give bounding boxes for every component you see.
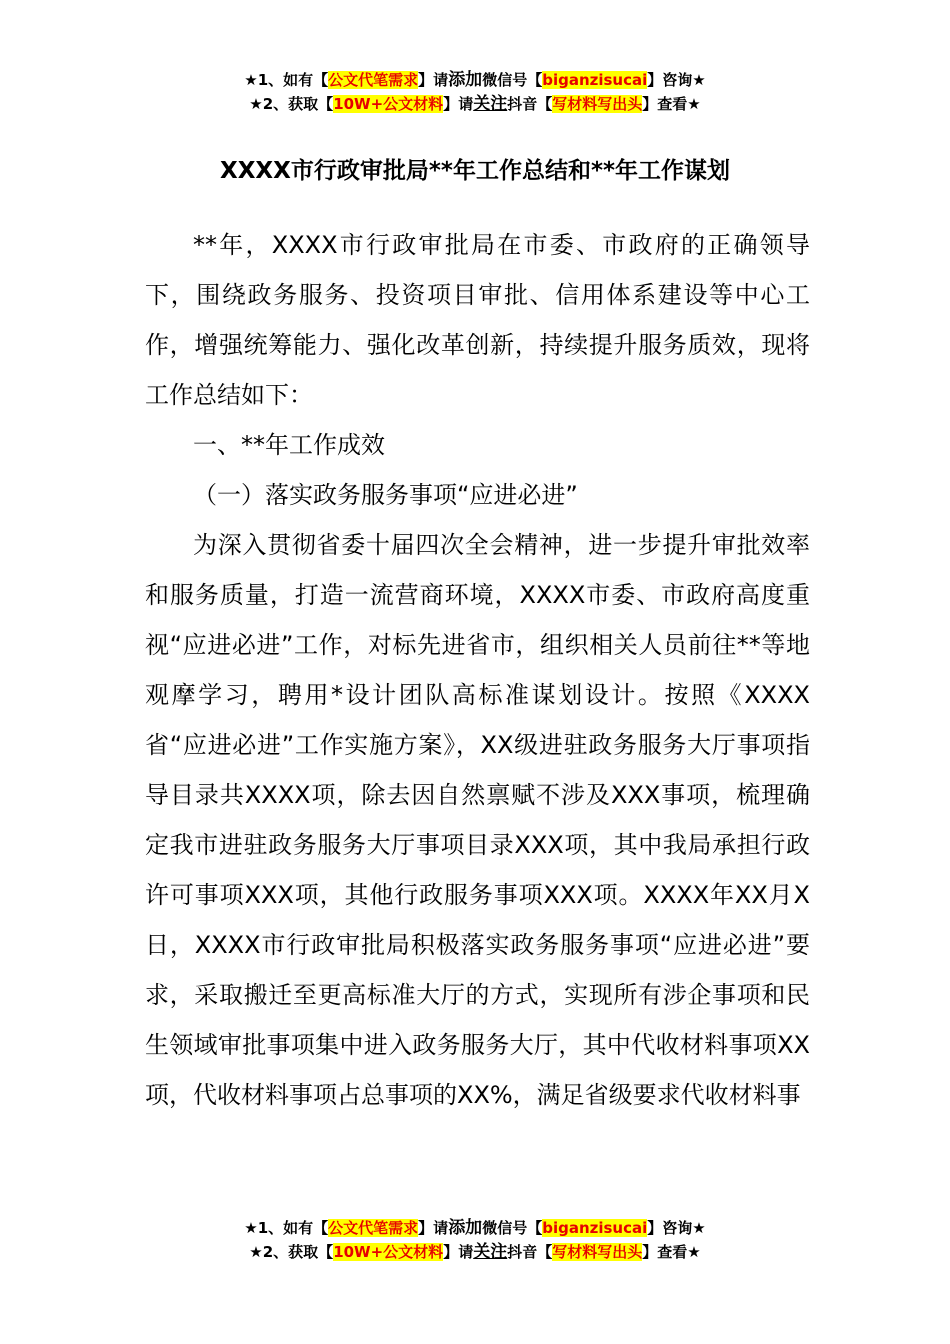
banner-text: 】请 xyxy=(443,95,474,113)
header-banner xyxy=(0,68,950,116)
banner-text: 抖音【 xyxy=(507,95,553,113)
heading-level-1: 一、**年工作成效 xyxy=(193,431,385,459)
banner-highlight: 10W+公文材料 xyxy=(333,95,444,113)
banner-text: 微信号【 xyxy=(482,1219,543,1237)
banner-text: ★2、获取【 xyxy=(249,1243,334,1261)
banner-emphasis: 关注 xyxy=(473,1242,508,1262)
banner-line-2 xyxy=(0,92,950,116)
banner-highlight: 写材料写出头 xyxy=(552,95,643,113)
banner-text: ★1、如有【 xyxy=(244,71,329,89)
paragraph-intro: **年，XXXX市行政审批局在市委、市政府的正确领导下，围绕政务服务、投资项目审批、信用体系建设等中心工作，增强统筹能力、强化改革创新，持续提升服务质效，现将工作总结如下： xyxy=(145,231,810,409)
document-title: XXXX市行政审批局**年工作总结和**年工作谋划 xyxy=(219,158,731,184)
banner-highlight: 写材料写出头 xyxy=(552,1243,643,1261)
banner-emphasis: 添加 xyxy=(448,70,483,90)
banner-text: 微信号【 xyxy=(482,71,543,89)
banner-line-2 xyxy=(0,1240,950,1264)
banner-emphasis: 添加 xyxy=(448,1218,483,1238)
banner-text: 】查看★ xyxy=(642,1243,701,1261)
banner-emphasis: 关注 xyxy=(473,94,508,114)
paragraph-body: 为深入贯彻省委十届四次全会精神，进一步提升审批效率和服务质量，打造一流营商环境，XXXX市委、市政府高度重视“应进必进”工作，对标先进省市，组织相关人员前往**等地观摩学习，聘用*设计团队高标准谋划设计。按照《XXXX省“应进必进”工作实施方案》，XX级进驻政务服务大厅事项指导目录共XXXX项，除去因自然禀赋不涉及XXX事项，梳理确定我市进驻政务服务大厅事项目录XXX项，其中我局承担行政许可事项XXX项，其他行政服务事项XXX项。XXXX年XX月X日，XXXX市行政审批局积极落实政务服务事项“应进必进”要求，采取搬迁至更高标准大厅的方式，实现所有涉企事项和民生领域审批事项集中进入政务服务大厅，其中代收材料事项XX项，代收材料事项占总事项的XX%，满足省级要求代收材料事 xyxy=(145,531,810,1109)
footer-banner xyxy=(0,1216,950,1264)
banner-highlight: 公文代笔需求 xyxy=(328,71,419,89)
banner-text: 】咨询★ xyxy=(647,71,706,89)
banner-text: 抖音【 xyxy=(507,1243,553,1261)
banner-text: 】请 xyxy=(443,1243,474,1261)
heading-level-2: （一）落实政务服务事项“应进必进” xyxy=(193,481,578,509)
banner-highlight: 10W+公文材料 xyxy=(333,1243,444,1261)
banner-line-1 xyxy=(0,1216,950,1240)
banner-highlight: biganzisucai xyxy=(542,1219,648,1237)
banner-highlight: 公文代笔需求 xyxy=(328,1219,419,1237)
banner-text: ★1、如有【 xyxy=(244,1219,329,1237)
banner-text: 】请 xyxy=(418,1219,449,1237)
banner-text: 】查看★ xyxy=(642,95,701,113)
document-body xyxy=(145,220,810,1120)
banner-text: ★2、获取【 xyxy=(249,95,334,113)
banner-highlight: biganzisucai xyxy=(542,71,648,89)
banner-text: 】咨询★ xyxy=(647,1219,706,1237)
banner-line-1 xyxy=(0,68,950,92)
banner-text: 】请 xyxy=(418,71,449,89)
